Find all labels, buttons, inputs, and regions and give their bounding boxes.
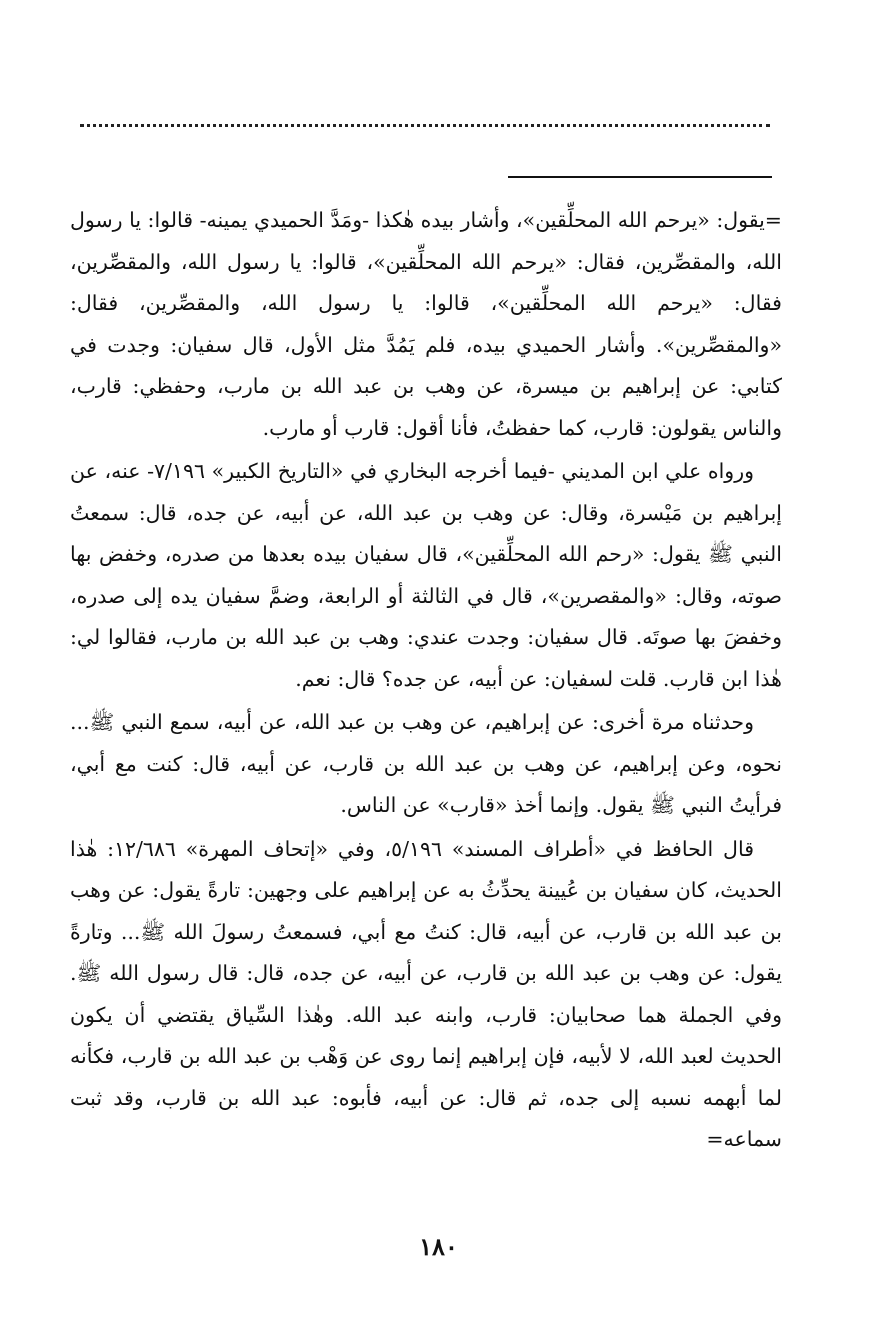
- page-number: ١٨٠: [419, 1232, 458, 1261]
- footnote-rule: [508, 176, 772, 178]
- footnote-text: [70, 200, 782, 1163]
- paragraph: وحدثناه مرة أخرى: عن إبراهيم، عن وهب بن عبد الله، عن أبيه، سمع النبي ﷺ... نحوه، وعن إبراهيم، عن وهب بن عبد الله بن قارب، عن أبيه، قال: كنت مع أبي، فرأيتُ النبي ﷺ يقول. وإنما أخذ «قارب» عن الناس.: [70, 710, 782, 817]
- paragraph: ورواه علي ابن المديني -فيما أخرجه البخاري في «التاريخ الكبير» ٧/١٩٦- عنه، عن إبراهيم بن مَيْسرة، وقال: عن وهب بن عبد الله، عن أبيه، عن جده، قال: سمعتُ النبي ﷺ يقول: «رحم الله المحلِّقين»، قال سفيان بيده بعدها من صدره، وخفض بها صوته، وقال: «والمقصرين»، قال في الثالثة أو الرابعة، وضمَّ سفيان يده إلى صدره، وخفضَ بها صوتَه. قال سفيان: وجدت عندي: وهب بن عبد الله بن مارب، فقالوا لي: هٰذا ابن قارب. قلت لسفيان: عن أبيه، عن جده؟ قال: نعم.: [70, 459, 782, 691]
- dotted-separator: [80, 124, 770, 127]
- paragraph: =يقول: «يرحم الله المحلِّقين»، وأشار بيده هٰكذا -ومَدَّ الحميدي يمينه- قالوا: يا رسول الله، والمقصِّرين، فقال: «يرحم الله المحلِّقين»، قالوا: يا رسول الله، والمقصِّرين، فقال: «يرحم الله المحلِّقين»، قالوا: يا رسول الله، والمقصِّرين، فقال: «والمقصِّرين». وأشار الحميدي بيده، فلم يَمُدَّ مثل الأول، قال سفيان: وجدت في كتابي: عن إبراهيم بن ميسرة، عن وهب بن عبد الله بن مارب، وحفظي: قارب، والناس يقولون: قارب، كما حفظتُ، فأنا أقول: قارب أو مارب.: [70, 208, 782, 440]
- paragraph: قال الحافظ في «أطراف المسند» ٥/١٩٦، وفي «إتحاف المهرة» ١٢/٦٨٦: هٰذا الحديث، كان سفيان بن عُيينة يحدِّثُ به عن إبراهيم على وجهين: تارةً يقول: عن وهب بن عبد الله بن قارب، عن أبيه، قال: كنتُ مع أبي، فسمعتُ رسولَ الله ﷺ... وتارةً يقول: عن وهب بن عبد الله بن قارب، عن أبيه، عن جده، قال: قال رسول الله ﷺ. وفي الجملة هما صحابيان: قارب، وابنه عبد الله. وهٰذا السِّياق يقتضي أن يكون الحديث لعبد الله، لا لأبيه، فإن إبراهيم إنما روى عن وَهْب بن عبد الله بن قارب، فكأنه لما أبهمه نسبه إلى جده، ثم قال: عن أبيه، فأبوه: عبد الله بن قارب، وقد ثبت سماعه=: [70, 836, 782, 1151]
